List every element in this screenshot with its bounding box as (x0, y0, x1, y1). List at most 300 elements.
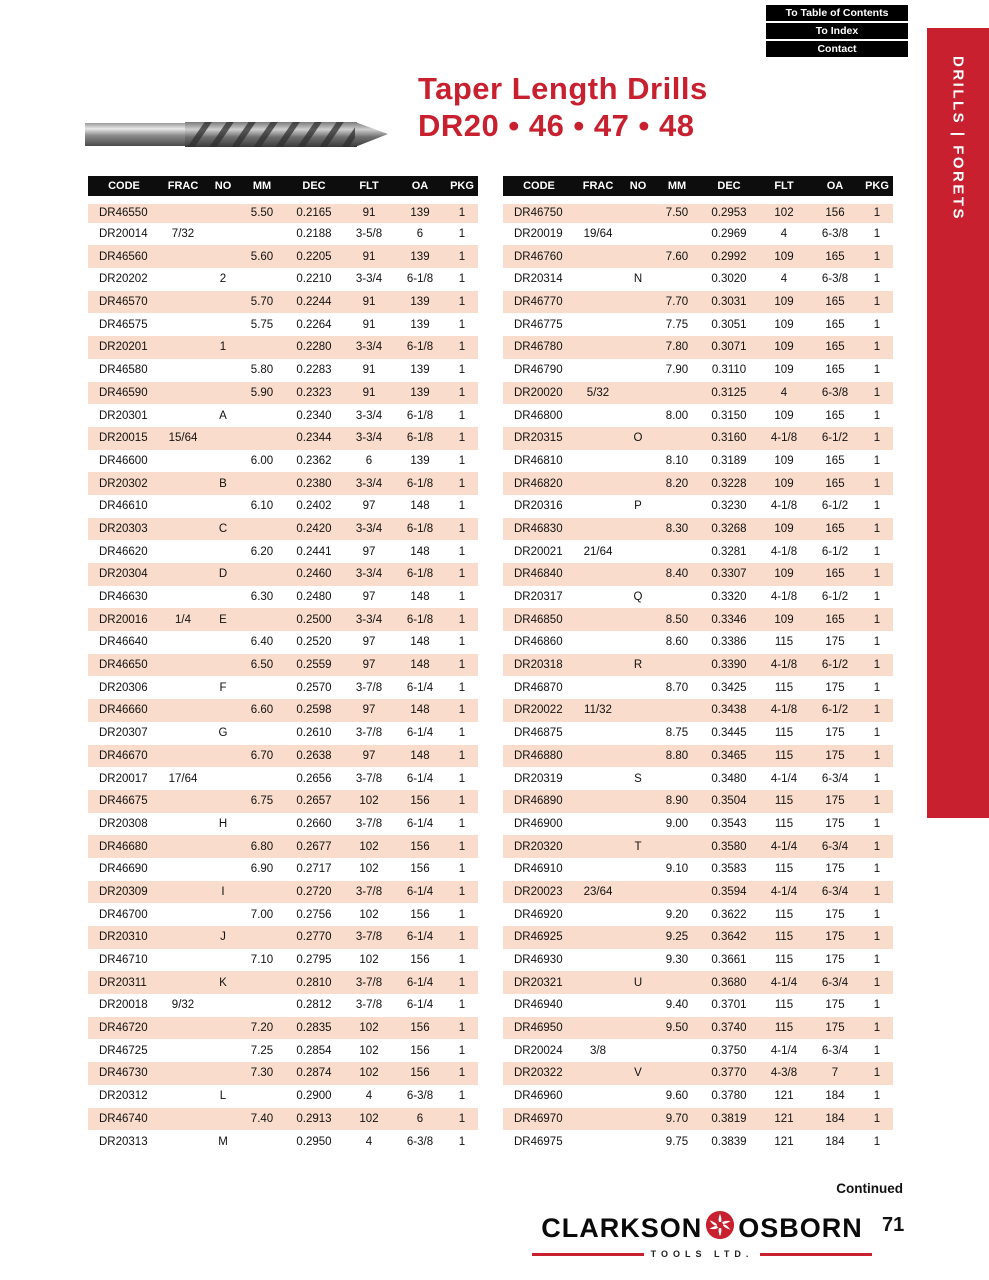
cell-mm: 7.00 (250, 908, 274, 921)
cell-pkg: 1 (873, 454, 881, 467)
cell-code: DR46920 (514, 908, 563, 921)
cell-code: DR46775 (514, 318, 563, 331)
table-row (88, 359, 478, 382)
cell-frac (575, 495, 621, 518)
cell-code: DR46640 (99, 636, 148, 649)
cell-pkg: 1 (873, 364, 881, 377)
cell-code: DR46610 (99, 500, 148, 513)
cell-flt: 97 (362, 591, 376, 604)
cell-pkg: 1 (873, 409, 881, 422)
table-row (88, 881, 478, 904)
cell-dec: 0.3307 (711, 568, 747, 581)
cell-frac (575, 858, 621, 881)
cell-flt: 3-3/4 (355, 568, 383, 581)
table-row (503, 450, 893, 473)
cell-mm (655, 971, 699, 994)
cell-no (206, 903, 240, 926)
cell-dec: 0.2420 (296, 522, 332, 535)
cell-mm: 9.50 (665, 1022, 689, 1035)
cell-oa: 156 (825, 207, 845, 220)
cell-dec: 0.2165 (296, 207, 332, 220)
cell-dec: 0.2812 (296, 999, 332, 1012)
cell-code: DR46725 (99, 1044, 148, 1057)
cell-pkg: 1 (458, 795, 466, 808)
table-header-row (503, 176, 893, 200)
cell-frac (160, 540, 206, 563)
cell-flt: 102 (359, 795, 379, 808)
cell-mm (240, 1085, 284, 1108)
cell-flt: 3-3/4 (355, 613, 383, 626)
cell-oa: 148 (410, 545, 430, 558)
cell-frac (575, 654, 621, 677)
cell-frac: 15/64 (168, 432, 198, 445)
cell-code: DR20018 (99, 999, 148, 1012)
cell-code: DR20322 (514, 1067, 563, 1080)
cell-code: DR46970 (514, 1112, 563, 1125)
table-header-row (88, 176, 478, 200)
cell-pkg: 1 (458, 659, 466, 672)
cell-frac (160, 631, 206, 654)
cell-oa: 6-1/8 (406, 341, 434, 354)
table-row (88, 291, 478, 314)
cell-oa: 6-1/4 (406, 817, 434, 830)
cell-oa: 165 (825, 318, 845, 331)
cell-code: DR46630 (99, 591, 148, 604)
cell-code: DR46810 (514, 454, 563, 467)
cell-frac (575, 971, 621, 994)
table-row (88, 745, 478, 768)
table-row (503, 1062, 893, 1085)
cell-code: DR20315 (514, 432, 563, 445)
cell-frac (575, 722, 621, 745)
cell-pkg: 1 (458, 840, 466, 853)
cell-frac (575, 586, 621, 609)
cell-dec: 0.3150 (711, 409, 747, 422)
column-header-flt: FLT (759, 176, 809, 200)
cell-frac (160, 518, 206, 541)
cell-pkg: 1 (873, 659, 881, 672)
cell-dec: 0.3346 (711, 613, 747, 626)
cell-pkg: 1 (458, 1067, 466, 1080)
cell-no (621, 949, 655, 972)
cell-oa: 139 (410, 386, 430, 399)
table-row (88, 450, 478, 473)
cell-dec: 0.3438 (711, 704, 747, 717)
cell-flt: 109 (774, 477, 794, 490)
table-row (88, 654, 478, 677)
cell-flt: 115 (774, 681, 794, 694)
cell-mm: 6.20 (250, 545, 274, 558)
cell-no (206, 223, 240, 246)
cell-mm (655, 835, 699, 858)
cell-mm (655, 540, 699, 563)
cell-code: DR20306 (99, 681, 148, 694)
column-header-mm: MM (655, 176, 699, 200)
cell-no (621, 563, 655, 586)
cell-dec: 0.3580 (711, 840, 747, 853)
cell-mm: 9.60 (665, 1090, 689, 1103)
cell-mm (240, 472, 284, 495)
cell-oa: 6-1/2 (821, 591, 849, 604)
cell-dec: 0.3543 (711, 817, 747, 830)
table-body-right (503, 200, 893, 1153)
cell-code: DR46760 (514, 250, 563, 263)
cell-frac (160, 881, 206, 904)
cell-frac (160, 200, 206, 223)
cell-frac (160, 382, 206, 405)
cell-frac (160, 971, 206, 994)
cell-pkg: 1 (458, 432, 466, 445)
cell-no (206, 767, 240, 790)
cell-dec: 0.2900 (296, 1090, 332, 1103)
cell-code: DR46750 (514, 207, 563, 220)
cell-dec: 0.2835 (296, 1022, 332, 1035)
cell-no (206, 495, 240, 518)
cell-pkg: 1 (458, 273, 466, 286)
cell-code: DR20302 (99, 477, 148, 490)
table-row (503, 858, 893, 881)
cell-pkg: 1 (873, 999, 881, 1012)
cell-code: DR46770 (514, 296, 563, 309)
cell-pkg: 1 (873, 432, 881, 445)
column-header-mm: MM (240, 176, 284, 200)
cell-dec: 0.2874 (296, 1067, 332, 1080)
cell-no (206, 450, 240, 473)
cell-flt: 3-7/8 (355, 817, 383, 830)
cell-oa: 175 (825, 681, 845, 694)
cell-dec: 0.3386 (711, 636, 747, 649)
cell-code: DR20321 (514, 976, 563, 989)
brand-subline-text: TOOLS LTD. (650, 1249, 754, 1259)
cell-flt: 115 (774, 954, 794, 967)
cell-code: DR20017 (99, 772, 148, 785)
cell-frac (160, 1017, 206, 1040)
table-row (88, 1062, 478, 1085)
cell-dec: 0.3320 (711, 591, 747, 604)
cell-mm: 8.80 (665, 749, 689, 762)
cell-flt: 91 (362, 207, 376, 220)
cell-pkg: 1 (458, 228, 466, 241)
table-row (503, 268, 893, 291)
cell-flt: 91 (362, 250, 376, 263)
cell-dec: 0.2854 (296, 1044, 332, 1057)
cell-no (206, 359, 240, 382)
cell-dec: 0.2362 (296, 454, 332, 467)
cell-pkg: 1 (458, 318, 466, 331)
cell-no (621, 382, 655, 405)
cell-no: N (633, 273, 643, 286)
table-row (503, 722, 893, 745)
cell-mm: 7.90 (665, 364, 689, 377)
cell-pkg: 1 (458, 976, 466, 989)
cell-frac (575, 336, 621, 359)
cell-flt: 102 (359, 863, 379, 876)
cell-mm (655, 767, 699, 790)
cell-code: DR46730 (99, 1067, 148, 1080)
cell-oa: 6-3/4 (821, 772, 849, 785)
table-row (503, 586, 893, 609)
table-row (503, 767, 893, 790)
column-header-frac: FRAC (575, 176, 621, 200)
cell-oa: 156 (410, 954, 430, 967)
cell-code: DR46600 (99, 454, 148, 467)
cell-dec: 0.2500 (296, 613, 332, 626)
table-row (88, 676, 478, 699)
cell-oa: 165 (825, 613, 845, 626)
column-header-frac: FRAC (160, 176, 206, 200)
cell-mm: 8.50 (665, 613, 689, 626)
cell-flt: 4-1/8 (770, 500, 798, 513)
cell-flt: 4-1/8 (770, 432, 798, 445)
cell-mm: 7.40 (250, 1112, 274, 1125)
column-header-oa: OA (394, 176, 446, 200)
cell-code: DR46690 (99, 863, 148, 876)
cell-no (206, 200, 240, 223)
cell-frac (575, 1017, 621, 1040)
cell-flt: 97 (362, 545, 376, 558)
cell-dec: 0.3701 (711, 999, 747, 1012)
cell-code: DR20021 (514, 545, 563, 558)
cell-oa: 175 (825, 636, 845, 649)
cell-dec: 0.3020 (711, 273, 747, 286)
cell-code: DR20014 (99, 228, 148, 241)
table-row (503, 926, 893, 949)
cell-code: DR20313 (99, 1135, 148, 1148)
cell-pkg: 1 (873, 840, 881, 853)
table-row (503, 518, 893, 541)
cell-dec: 0.2656 (296, 772, 332, 785)
cell-dec: 0.2720 (296, 885, 332, 898)
cell-mm: 8.20 (665, 477, 689, 490)
cell-flt: 109 (774, 296, 794, 309)
cell-code: DR46820 (514, 477, 563, 490)
contact-button[interactable]: Contact (766, 41, 908, 57)
cell-dec: 0.2344 (296, 432, 332, 445)
cell-no: I (221, 885, 225, 898)
to-index-button[interactable]: To Index (766, 23, 908, 39)
cell-frac (575, 1085, 621, 1108)
section-tab (927, 28, 989, 818)
table-row (88, 563, 478, 586)
cell-frac (160, 563, 206, 586)
table-row (503, 608, 893, 631)
cell-frac (160, 472, 206, 495)
cell-code: DR20016 (99, 613, 148, 626)
cell-pkg: 1 (873, 863, 881, 876)
cell-pkg: 1 (873, 1135, 881, 1148)
cell-no (621, 745, 655, 768)
cell-dec: 0.2810 (296, 976, 332, 989)
cell-flt: 115 (774, 1022, 794, 1035)
cell-pkg: 1 (458, 409, 466, 422)
cell-code: DR20303 (99, 522, 148, 535)
cell-code: DR46675 (99, 795, 148, 808)
cell-pkg: 1 (458, 477, 466, 490)
table-row (88, 926, 478, 949)
cell-flt: 97 (362, 500, 376, 513)
cell-flt: 4-1/8 (770, 659, 798, 672)
cell-oa: 156 (410, 1067, 430, 1080)
cell-mm (655, 495, 699, 518)
cell-code: DR20023 (514, 885, 563, 898)
cell-code: DR46860 (514, 636, 563, 649)
cell-pkg: 1 (458, 885, 466, 898)
cell-flt: 3-3/4 (355, 522, 383, 535)
cell-dec: 0.2264 (296, 318, 332, 331)
cell-pkg: 1 (873, 568, 881, 581)
table-row (503, 223, 893, 246)
column-header-code: CODE (88, 176, 160, 200)
table-row (503, 903, 893, 926)
cell-oa: 165 (825, 409, 845, 422)
cell-no (621, 359, 655, 382)
cell-mm: 5.50 (250, 207, 274, 220)
cell-flt: 109 (774, 454, 794, 467)
cell-code: DR20308 (99, 817, 148, 830)
gear-logo-icon (705, 1210, 735, 1247)
cell-frac (160, 1108, 206, 1131)
cell-mm (240, 608, 284, 631)
cell-code: DR20319 (514, 772, 563, 785)
cell-frac (160, 359, 206, 382)
drill-photo-graphic (85, 110, 390, 160)
cell-oa: 175 (825, 999, 845, 1012)
cell-dec: 0.2441 (296, 545, 332, 558)
table-row (503, 1108, 893, 1131)
cell-no (206, 835, 240, 858)
cell-pkg: 1 (873, 885, 881, 898)
cell-mm: 9.10 (665, 863, 689, 876)
cell-flt: 4-1/4 (770, 772, 798, 785)
cell-no (621, 676, 655, 699)
cell-flt: 4 (365, 1090, 373, 1103)
cell-dec: 0.3465 (711, 749, 747, 762)
cell-code: DR20301 (99, 409, 148, 422)
cell-oa: 175 (825, 908, 845, 921)
cell-flt: 6 (365, 454, 373, 467)
cell-frac (575, 790, 621, 813)
brand-logo (532, 1210, 872, 1259)
cell-frac (575, 518, 621, 541)
cell-flt: 115 (774, 795, 794, 808)
cell-oa: 175 (825, 863, 845, 876)
cell-frac: 1/4 (175, 613, 191, 626)
to-table-of-contents-button[interactable]: To Table of Contents (766, 5, 908, 21)
cell-oa: 6-3/4 (821, 1044, 849, 1057)
cell-oa: 165 (825, 364, 845, 377)
cell-oa: 148 (410, 659, 430, 672)
cell-frac (575, 245, 621, 268)
cell-pkg: 1 (458, 386, 466, 399)
cell-flt: 3-3/4 (355, 477, 383, 490)
cell-pkg: 1 (873, 296, 881, 309)
cell-pkg: 1 (873, 727, 881, 740)
cell-no: F (219, 681, 227, 694)
cell-no (206, 1062, 240, 1085)
cell-code: DR20310 (99, 931, 148, 944)
cell-oa: 175 (825, 749, 845, 762)
cell-flt: 4-3/8 (770, 1067, 798, 1080)
cell-mm (655, 654, 699, 677)
cell-no (621, 1017, 655, 1040)
cell-dec: 0.3622 (711, 908, 747, 921)
cell-pkg: 1 (873, 341, 881, 354)
page-title (418, 70, 708, 144)
cell-dec: 0.3594 (711, 885, 747, 898)
cell-dec: 0.2205 (296, 250, 332, 263)
table-row (88, 971, 478, 994)
cell-no (206, 858, 240, 881)
cell-dec: 0.3642 (711, 931, 747, 944)
cell-dec: 0.2795 (296, 954, 332, 967)
cell-code: DR46930 (514, 954, 563, 967)
cell-frac (160, 654, 206, 677)
cell-pkg: 1 (458, 681, 466, 694)
table-row (503, 404, 893, 427)
cell-mm (655, 1062, 699, 1085)
cell-dec: 0.3680 (711, 976, 747, 989)
table-header-right (503, 176, 893, 200)
cell-mm (240, 336, 284, 359)
cell-dec: 0.3110 (711, 364, 747, 377)
cell-frac (160, 291, 206, 314)
cell-no: P (634, 500, 642, 513)
cell-mm (240, 676, 284, 699)
cell-frac (160, 699, 206, 722)
table-row (88, 699, 478, 722)
cell-mm (655, 881, 699, 904)
table-row (503, 790, 893, 813)
cell-pkg: 1 (873, 522, 881, 535)
cell-flt: 102 (359, 1044, 379, 1057)
cell-flt: 3-5/8 (355, 228, 383, 241)
cell-flt: 97 (362, 704, 376, 717)
cell-flt: 3-7/8 (355, 772, 383, 785)
cell-flt: 115 (774, 817, 794, 830)
cell-pkg: 1 (873, 1022, 881, 1035)
cell-pkg: 1 (873, 1067, 881, 1080)
cell-oa: 184 (825, 1135, 845, 1148)
cell-oa: 175 (825, 795, 845, 808)
cell-oa: 6-1/4 (406, 999, 434, 1012)
cell-oa: 6-3/8 (406, 1135, 434, 1148)
table-body-left (88, 200, 478, 1153)
column-header-no: NO (621, 176, 655, 200)
cell-flt: 3-7/8 (355, 727, 383, 740)
cell-mm: 9.00 (665, 817, 689, 830)
cell-no (206, 1017, 240, 1040)
cell-mm: 7.75 (665, 318, 689, 331)
cell-code: DR46960 (514, 1090, 563, 1103)
cell-pkg: 1 (458, 613, 466, 626)
cell-dec: 0.3583 (711, 863, 747, 876)
cell-no (621, 790, 655, 813)
cell-dec: 0.2280 (296, 341, 332, 354)
cell-pkg: 1 (458, 364, 466, 377)
table-row (503, 971, 893, 994)
cell-pkg: 1 (873, 250, 881, 263)
cell-pkg: 1 (458, 1090, 466, 1103)
cell-pkg: 1 (458, 341, 466, 354)
cell-frac (160, 949, 206, 972)
cell-dec: 0.2950 (296, 1135, 332, 1148)
cell-pkg: 1 (873, 545, 881, 558)
cell-frac (575, 608, 621, 631)
cell-mm: 8.30 (665, 522, 689, 535)
column-header-dec: DEC (699, 176, 759, 200)
cell-oa: 6-1/8 (406, 613, 434, 626)
column-header-oa: OA (809, 176, 861, 200)
